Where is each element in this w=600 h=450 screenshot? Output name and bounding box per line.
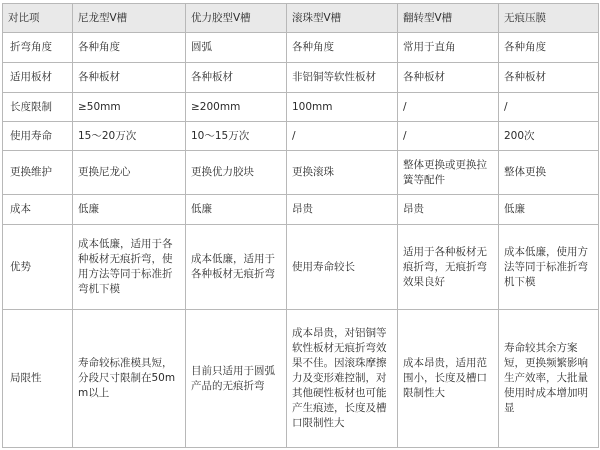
table-row — [3, 310, 599, 448]
table-cell: 成本昂贵，对铝铜等软性板材无痕折弯效果不佳。因滚珠摩擦力及变形难控制，对其他硬性板材也可能产生痕迹，长度及槽口限制性大 — [287, 310, 398, 448]
table-cell: 成本低廉，使用方法等同于标准折弯机下模 — [499, 225, 599, 310]
table-cell: 非铝铜等软性板材 — [287, 63, 398, 93]
header-cell: 翻转型Ⅴ槽 — [398, 4, 499, 33]
table-row — [3, 151, 599, 195]
table-row — [3, 122, 599, 151]
table-cell: 低廉 — [73, 195, 186, 225]
table-cell: 各种板材 — [499, 63, 599, 93]
comparison-table — [2, 3, 599, 448]
table-row — [3, 225, 599, 310]
header-cell: 尼龙型Ⅴ槽 — [73, 4, 186, 33]
row-label: 优势 — [3, 225, 73, 310]
table-row — [3, 93, 599, 122]
row-label: 适用板材 — [3, 63, 73, 93]
table-cell: 适用于各种板材无痕折弯，无痕折弯效果良好 — [398, 225, 499, 310]
table-cell: 整体更换或更换拉簧等配件 — [398, 151, 499, 195]
table-cell: 100mm — [287, 93, 398, 122]
table-cell: / — [398, 93, 499, 122]
header-cell: 滚珠型Ⅴ槽 — [287, 4, 398, 33]
table-cell: ≥50mm — [73, 93, 186, 122]
table-cell: / — [398, 122, 499, 151]
table-cell: 更换尼龙心 — [73, 151, 186, 195]
row-label: 折弯角度 — [3, 33, 73, 63]
table-cell: 使用寿命较长 — [287, 225, 398, 310]
table-cell: 各种角度 — [287, 33, 398, 63]
table-cell: 昂贵 — [287, 195, 398, 225]
table-cell: 低廉 — [186, 195, 287, 225]
header-row — [3, 4, 599, 33]
table-cell: 各种板材 — [186, 63, 287, 93]
table-row — [3, 63, 599, 93]
table-cell: 成本低廉，适用于各种板材无痕折弯 — [186, 225, 287, 310]
table-cell: 各种角度 — [73, 33, 186, 63]
header-cell: 优力胶型Ⅴ槽 — [186, 4, 287, 33]
row-label: 长度限制 — [3, 93, 73, 122]
table-cell: 常用于直角 — [398, 33, 499, 63]
row-label: 成本 — [3, 195, 73, 225]
table-cell: 目前只适用于圆弧产品的无痕折弯 — [186, 310, 287, 448]
table-cell: 低廉 — [499, 195, 599, 225]
table-cell: 寿命较其余方案短，更换频繁影响生产效率，大批量使用时成本增加明显 — [499, 310, 599, 448]
table-cell: 各种角度 — [499, 33, 599, 63]
table-cell: 各种板材 — [73, 63, 186, 93]
header-cell: 对比项 — [3, 4, 73, 33]
table-cell: 各种板材 — [398, 63, 499, 93]
table-cell: 圆弧 — [186, 33, 287, 63]
table-cell: 200次 — [499, 122, 599, 151]
table-cell: 更换滚珠 — [287, 151, 398, 195]
table-cell: / — [499, 93, 599, 122]
table-cell: 昂贵 — [398, 195, 499, 225]
table-cell: 更换优力胶块 — [186, 151, 287, 195]
header-cell: 无痕压膜 — [499, 4, 599, 33]
table-cell: ≥200mm — [186, 93, 287, 122]
table-cell: 寿命较标准模具短，分段尺寸限制在50mm以上 — [73, 310, 186, 448]
table-cell: 15～20万次 — [73, 122, 186, 151]
row-label: 使用寿命 — [3, 122, 73, 151]
table-cell: 成本昂贵，适用范围小，长度及槽口限制性大 — [398, 310, 499, 448]
table-row — [3, 195, 599, 225]
table-cell: 整体更换 — [499, 151, 599, 195]
table-row — [3, 33, 599, 63]
table-cell: / — [287, 122, 398, 151]
row-label: 更换维护 — [3, 151, 73, 195]
table-cell: 10～15万次 — [186, 122, 287, 151]
table-cell: 成本低廉，适用于各种板材无痕折弯，使用方法等同于标准折弯机下模 — [73, 225, 186, 310]
row-label: 局限性 — [3, 310, 73, 448]
